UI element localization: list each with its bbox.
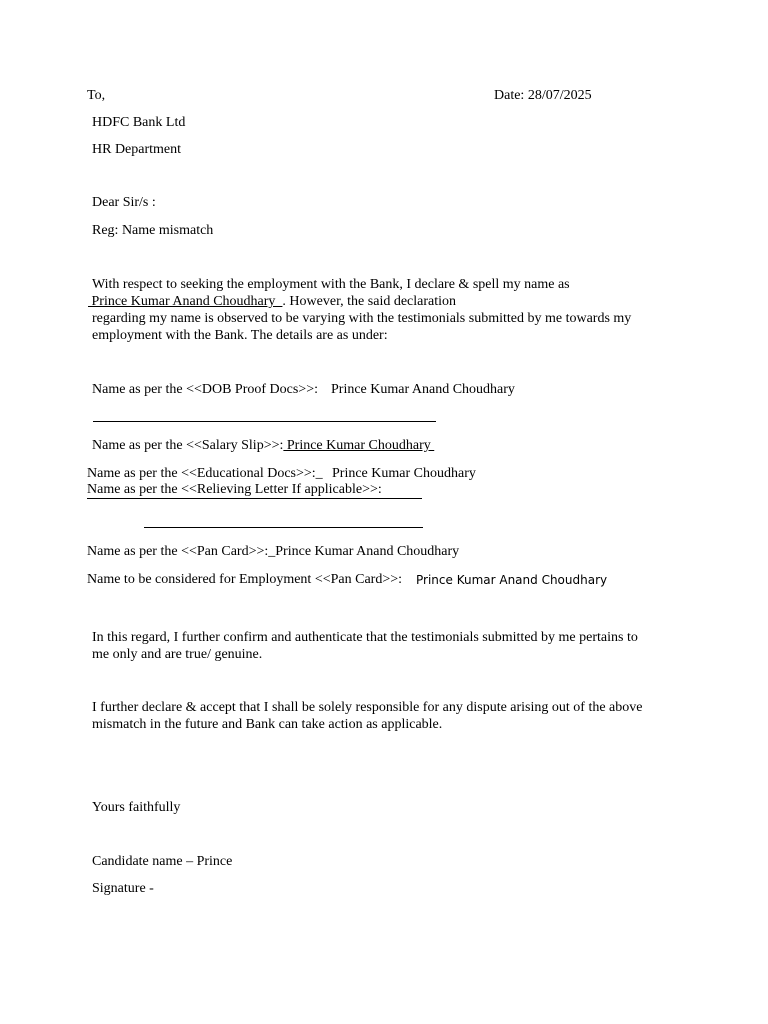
employment-name-label: Name to be considered for Employment <<Pan Card>>:: [87, 572, 403, 587]
declare-line-1: I further declare & accept that I shall be solely responsible for any dispute arising out of the above: [92, 700, 643, 715]
salary-slip-name: [92, 437, 434, 454]
dob-proof-name-value: Prince Kumar Anand Choudhary: [331, 382, 515, 397]
subject-line: Reg: Name mismatch: [92, 223, 214, 238]
closing: Yours faithfully: [92, 800, 181, 815]
intro-line-2: [88, 293, 456, 310]
intro-line-2-rest: . However, the said declaration: [282, 294, 457, 309]
to-line: To,: [87, 88, 106, 103]
intro-line-4: employment with the Bank. The details are as under:: [92, 328, 388, 343]
blank-line: [144, 527, 423, 528]
letter-date: Date: 28/07/2025: [494, 88, 592, 103]
salary-slip-name-label: Name as per the <<Salary Slip>>:: [92, 438, 284, 453]
educational-docs-name-value: Prince Kumar Choudhary: [332, 466, 476, 481]
declared-name: Prince Kumar Anand Choudhary: [88, 294, 283, 309]
blank-line: [93, 421, 436, 422]
confirm-line-2: me only and are true/ genuine.: [92, 647, 263, 662]
salary-slip-name-value: Prince Kumar Choudhary: [283, 438, 435, 453]
pan-card-name: [87, 543, 459, 560]
educational-docs-name-label: Name as per the <<Educational Docs>>:_: [87, 466, 323, 481]
pan-card-name-label: Name as per the <<Pan Card>>:_: [87, 544, 276, 559]
candidate-name: Candidate name – Prince: [92, 854, 233, 869]
declare-line-2: mismatch in the future and Bank can take action as applicable.: [92, 717, 443, 732]
employment-name-value: Prince Kumar Anand Choudhary: [416, 573, 608, 587]
pan-card-name-value: Prince Kumar Anand Choudhary: [275, 544, 460, 559]
intro-line-1: With respect to seeking the employment with the Bank, I declare & spell my name as: [92, 277, 570, 292]
salutation: Dear Sir/s :: [92, 195, 156, 210]
intro-line-3: regarding my name is observed to be varying with the testimonials submitted by me towards my: [92, 311, 632, 326]
signature-line: Signature -: [92, 881, 154, 896]
recipient-department: HR Department: [92, 142, 182, 157]
confirm-line-1: In this regard, I further confirm and authenticate that the testimonials submitted by me pertains to: [92, 630, 638, 645]
recipient-bank: HDFC Bank Ltd: [92, 115, 186, 130]
dob-proof-name-label: Name as per the <<DOB Proof Docs>>:: [92, 382, 318, 397]
relieving-letter-name-label: Name as per the <<Relieving Letter If applicable>>:: [87, 482, 422, 499]
